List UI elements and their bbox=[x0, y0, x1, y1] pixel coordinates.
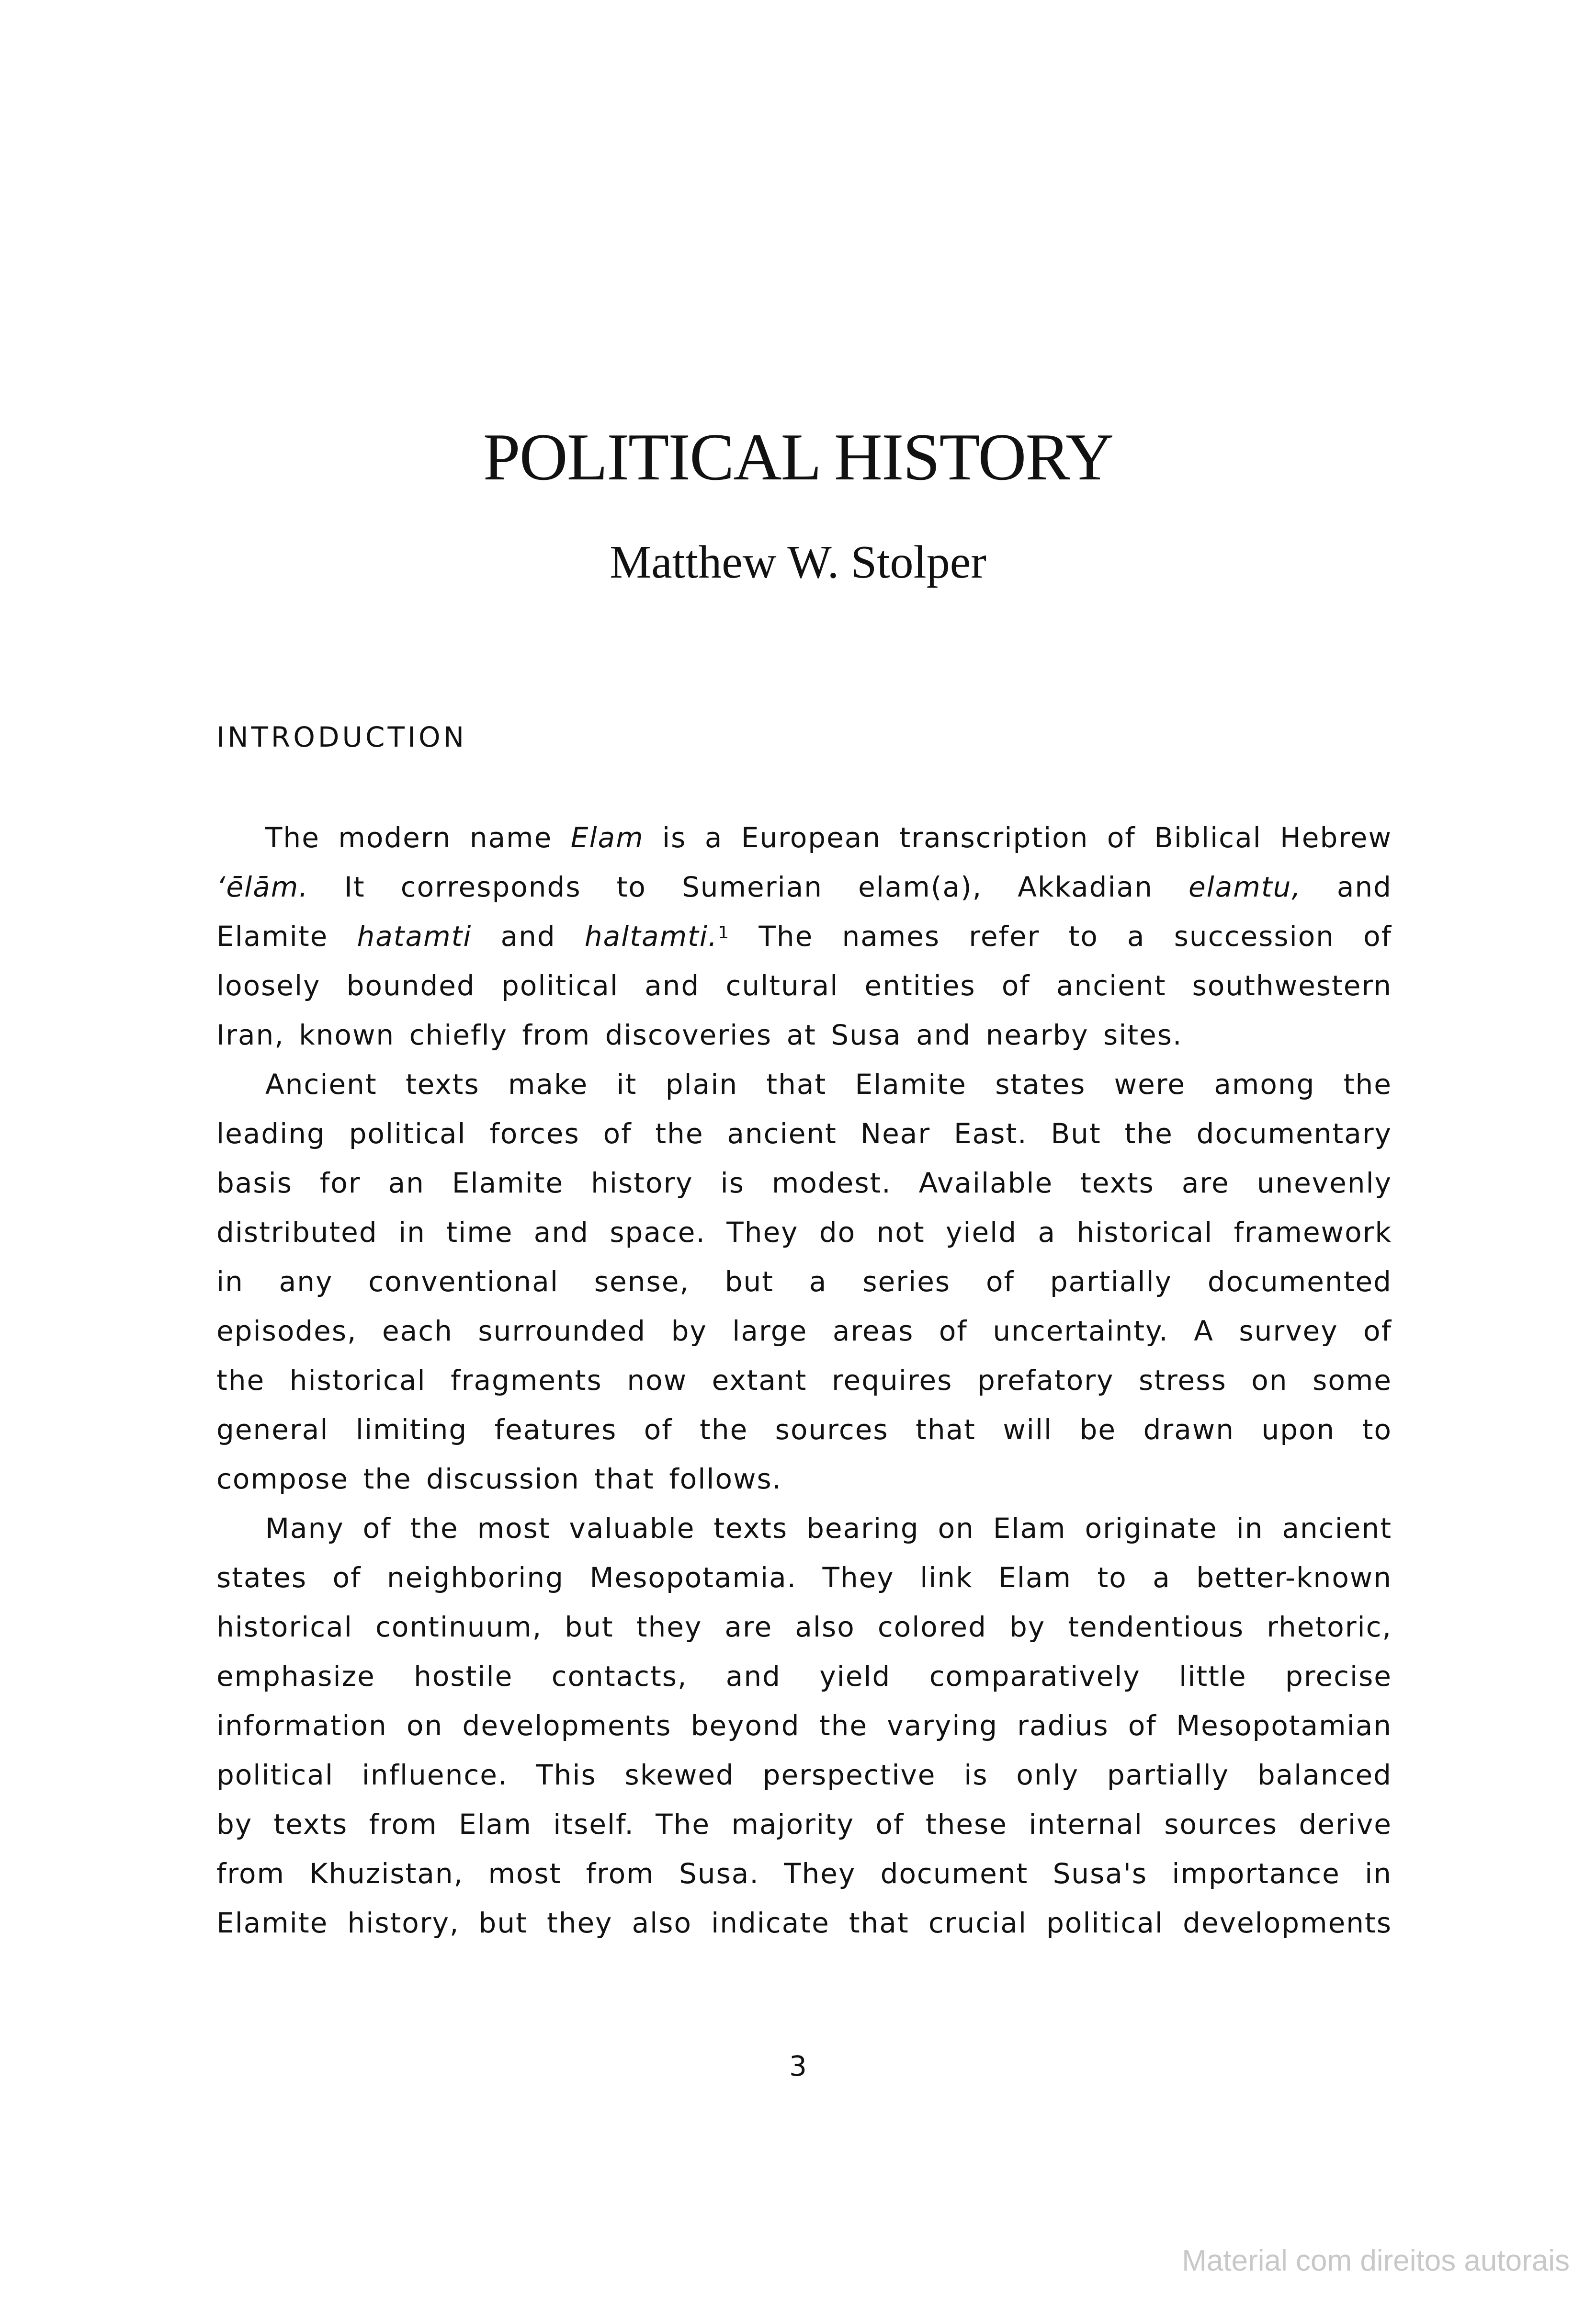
text-line bbox=[216, 863, 1392, 912]
text-line: the historical fragments now extant requires prefatory stress on some bbox=[216, 1364, 1392, 1397]
italic-term: haltamti. bbox=[584, 920, 718, 953]
text-line: distributed in time and space. They do not yield a historical framework bbox=[216, 1216, 1392, 1249]
paragraph-3 bbox=[216, 1504, 1392, 1948]
section-heading: INTRODUCTION bbox=[216, 721, 467, 753]
text-span: It corresponds to Sumerian elam(a), Akkadian bbox=[308, 871, 1189, 903]
text-line: compose the discussion that follows. bbox=[216, 1463, 782, 1495]
italic-term: hatamti bbox=[357, 920, 472, 953]
italic-term: Elam bbox=[570, 821, 644, 854]
text-line: political influence. This skewed perspective is only partially balanced bbox=[216, 1759, 1392, 1791]
text-line: by texts from Elam itself. The majority of these internal sources derive bbox=[216, 1808, 1392, 1841]
body-text bbox=[216, 813, 1392, 1948]
text-line: loosely bounded political and cultural entities of ancient southwestern bbox=[216, 969, 1392, 1002]
text-line: historical continuum, but they are also colored by tendentious rhetoric, bbox=[216, 1611, 1392, 1643]
text-span: The modern name bbox=[265, 821, 571, 854]
text-line bbox=[216, 813, 1392, 863]
text-line: basis for an Elamite history is modest. Available texts are unevenly bbox=[216, 1167, 1392, 1199]
text-span: and bbox=[472, 920, 585, 953]
text-line: Ancient texts make it plain that Elamite states were among the bbox=[265, 1068, 1392, 1101]
text-span: The names refer to a succession of bbox=[730, 920, 1392, 953]
text-line: Many of the most valuable texts bearing on Elam originate in ancient bbox=[265, 1512, 1392, 1545]
text-line: Iran, known chiefly from discoveries at Susa and nearby sites. bbox=[216, 1019, 1183, 1051]
text-span: Elamite bbox=[216, 920, 357, 953]
chapter-title: POLITICAL HISTORY bbox=[483, 420, 1113, 494]
text-span: and bbox=[1301, 871, 1392, 903]
text-line: general limiting features of the sources that will be drawn upon to bbox=[216, 1413, 1392, 1446]
italic-term: elamtu, bbox=[1188, 871, 1302, 903]
author-name: Matthew W. Stolper bbox=[610, 536, 986, 588]
text-span: is a European transcription of Biblical Hebrew bbox=[644, 821, 1392, 854]
text-line: leading political forces of the ancient Near East. But the documentary bbox=[216, 1117, 1392, 1150]
paragraph-1 bbox=[216, 813, 1392, 863]
copyright-watermark: Material com direitos autorais bbox=[1182, 2244, 1570, 2277]
text-line: emphasize hostile contacts, and yield comparatively little precise bbox=[216, 1660, 1392, 1693]
paragraph-2 bbox=[216, 1060, 1392, 1504]
page-number: 3 bbox=[789, 2050, 807, 2082]
italic-term: ‘ēlām. bbox=[216, 871, 309, 903]
text-line: episodes, each surrounded by large areas of uncertainty. A survey of bbox=[216, 1315, 1392, 1347]
text-line: from Khuzistan, most from Susa. They document Susa's importance in bbox=[216, 1857, 1392, 1890]
footnote-marker[interactable]: 1 bbox=[718, 923, 730, 943]
text-line: information on developments beyond the varying radius of Mesopotamian bbox=[216, 1709, 1392, 1742]
text-line bbox=[216, 912, 1392, 961]
text-line: Elamite history, but they also indicate that crucial political developments bbox=[216, 1907, 1392, 1939]
text-line: states of neighboring Mesopotamia. They link Elam to a better-known bbox=[216, 1561, 1392, 1594]
text-line: in any conventional sense, but a series of partially documented bbox=[216, 1265, 1392, 1298]
